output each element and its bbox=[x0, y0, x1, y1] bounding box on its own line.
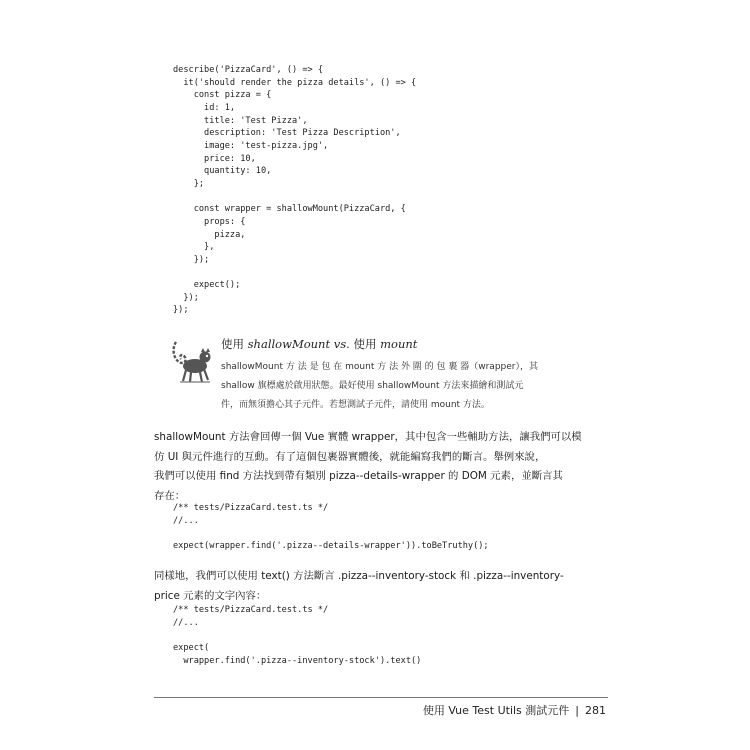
footer-divider bbox=[154, 697, 608, 698]
page-number: 281 bbox=[585, 704, 606, 717]
code-line: }); bbox=[173, 305, 189, 316]
code-line: //... bbox=[173, 617, 199, 628]
code-line bbox=[173, 629, 421, 642]
text-line: shallowMount 方法會回傳一個 Vue 實體 wrapper，其中包含一些輔助方法，讓我們可以模 bbox=[154, 431, 582, 443]
code-line bbox=[173, 267, 416, 280]
code-line bbox=[173, 191, 416, 204]
code-line: const pizza = { bbox=[173, 90, 272, 101]
code-line: expect(wrapper.find('.pizza--details-wrapper')).toBeTruthy(); bbox=[173, 540, 489, 551]
text-line: 仿 UI 與元件進行的互動。有了這個包裹器實體後，就能編寫我們的斷言。舉例來說， bbox=[154, 450, 546, 463]
note-body bbox=[221, 358, 563, 415]
text-line: shallow 旗標處於啟用狀態。最好使用 shallowMount 方法來描繪和測試元 bbox=[221, 381, 524, 391]
code-block-text bbox=[173, 604, 421, 667]
code-line: pizza, bbox=[173, 229, 246, 240]
code-line: title: 'Test Pizza', bbox=[173, 115, 308, 126]
code-line: const wrapper = shallowMount(PizzaCard, { bbox=[173, 204, 406, 215]
code-line bbox=[173, 527, 489, 540]
code-line: }, bbox=[173, 242, 215, 253]
code-line: image: 'test-pizza.jpg', bbox=[173, 140, 329, 151]
code-line: //... bbox=[173, 515, 199, 526]
footer-separator: | bbox=[575, 704, 579, 717]
text-line: 存在： bbox=[154, 489, 186, 502]
note-title: 使用 shallowMount vs. 使用 mount bbox=[221, 337, 418, 351]
code-line: }; bbox=[173, 178, 205, 189]
chapter-title: 使用 Vue Test Utils 測試元件 bbox=[422, 704, 570, 717]
code-line: }); bbox=[173, 254, 210, 265]
code-line: props: { bbox=[173, 216, 246, 227]
text-line: 我們可以使用 find 方法找到帶有類別 pizza--details-wrapper 的 DOM 元素，並斷言其 bbox=[154, 470, 563, 482]
code-line: describe('PizzaCard', () => { bbox=[173, 65, 324, 75]
text-line: price 元素的文字內容： bbox=[154, 589, 267, 602]
code-block-find bbox=[173, 502, 489, 553]
paragraph-text-method bbox=[154, 567, 614, 606]
text-line: 件，而無須擔心其子元件。若想測試子元件，請使用 mount 方法。 bbox=[221, 400, 490, 410]
text-line: shallowMount 方 法 是 包 在 mount 方 法 外 圍 的 包 裹 器（wrapper），其 bbox=[221, 362, 538, 372]
code-line: it('should render the pizza details', () => { bbox=[173, 77, 417, 88]
code-line: /** tests/PizzaCard.test.ts */ bbox=[173, 503, 329, 513]
code-line: expect(); bbox=[173, 280, 241, 291]
paragraph-shallowmount bbox=[154, 428, 614, 506]
text-line: 同樣地，我們可以使用 text() 方法斷言 .pizza--inventory-stock 和 .pizza--inventory- bbox=[154, 570, 564, 582]
code-line: price: 10, bbox=[173, 153, 256, 164]
code-line: wrapper.find('.pizza--inventory-stock').text() bbox=[173, 655, 422, 666]
code-line: description: 'Test Pizza Description', bbox=[173, 128, 401, 139]
code-line: /** tests/PizzaCard.test.ts */ bbox=[173, 605, 329, 615]
page-footer bbox=[423, 702, 606, 718]
code-line: }); bbox=[173, 292, 199, 303]
code-line: id: 1, bbox=[173, 102, 236, 113]
lemur-icon bbox=[170, 334, 214, 386]
code-line: quantity: 10, bbox=[173, 166, 272, 177]
code-line: expect( bbox=[173, 642, 210, 653]
code-block-describe bbox=[173, 64, 416, 317]
